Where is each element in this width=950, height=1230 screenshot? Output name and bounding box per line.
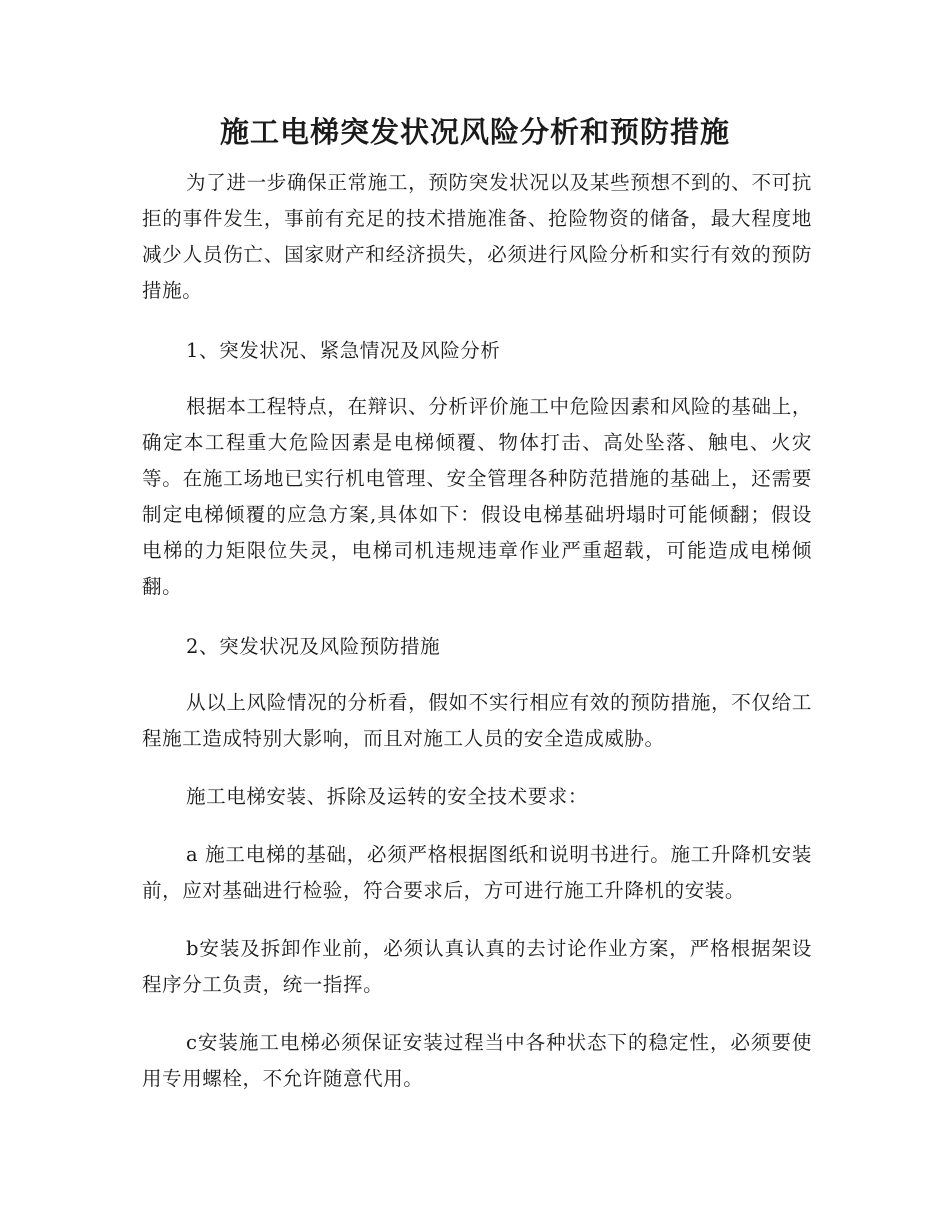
prevention-paragraph: 从以上风险情况的分析看，假如不实行相应有效的预防措施，不仅给工程施工造成特别大影响，而且对施工人员的安全造成威胁。 [142, 691, 812, 750]
section-heading-prevention: 2、突发状况及风险预防措施 [186, 635, 441, 658]
risk-analysis-paragraph: 根据本工程特点，在辩识、分析评价施工中危险因素和风险的基础上，确定本工程重大危险因素是电梯倾覆、物体打击、高处坠落、触电、火灾等。在施工场地已实行机电管理、安全管理各种防范措施的基础上，还需要制定电梯倾覆的应急方案,具体如下：假设电梯基础坍塌时可能倾翻；假设电梯的力矩限位失灵，电梯司机违规违章作业严重超载，可能造成电梯倾翻。 [142, 395, 812, 598]
requirement-item-c: c安装施工电梯必须保证安装过程当中各种状态下的稳定性，必须要使用专用螺栓，不允许随意代用。 [142, 1031, 812, 1090]
requirement-item-b: b安装及拆卸作业前，必须认真认真的去讨论作业方案，严格根据架设程序分工负责，统一指挥。 [142, 937, 812, 996]
document-title: 施工电梯突发状况风险分析和预防措施 [219, 115, 730, 149]
intro-paragraph: 为了进一步确保正常施工，预防突发状况以及某些预想不到的、不可抗拒的事件发生，事前有充足的技术措施准备、抢险物资的储备，最大程度地减少人员伤亡、国家财产和经济损失，必须进行风险分析和实行有效的预防措施。 [142, 171, 812, 302]
section-heading-risk-analysis: 1、突发状况、紧急情况及风险分析 [186, 339, 501, 362]
document-body [142, 165, 812, 1097]
requirements-heading: 施工电梯安装、拆除及运转的安全技术要求： [186, 785, 589, 808]
requirement-item-a: a 施工电梯的基础，必须严格根据图纸和说明书进行。施工升降机安装前，应对基础进行检验，符合要求后，方可进行施工升降机的安装。 [142, 843, 812, 902]
